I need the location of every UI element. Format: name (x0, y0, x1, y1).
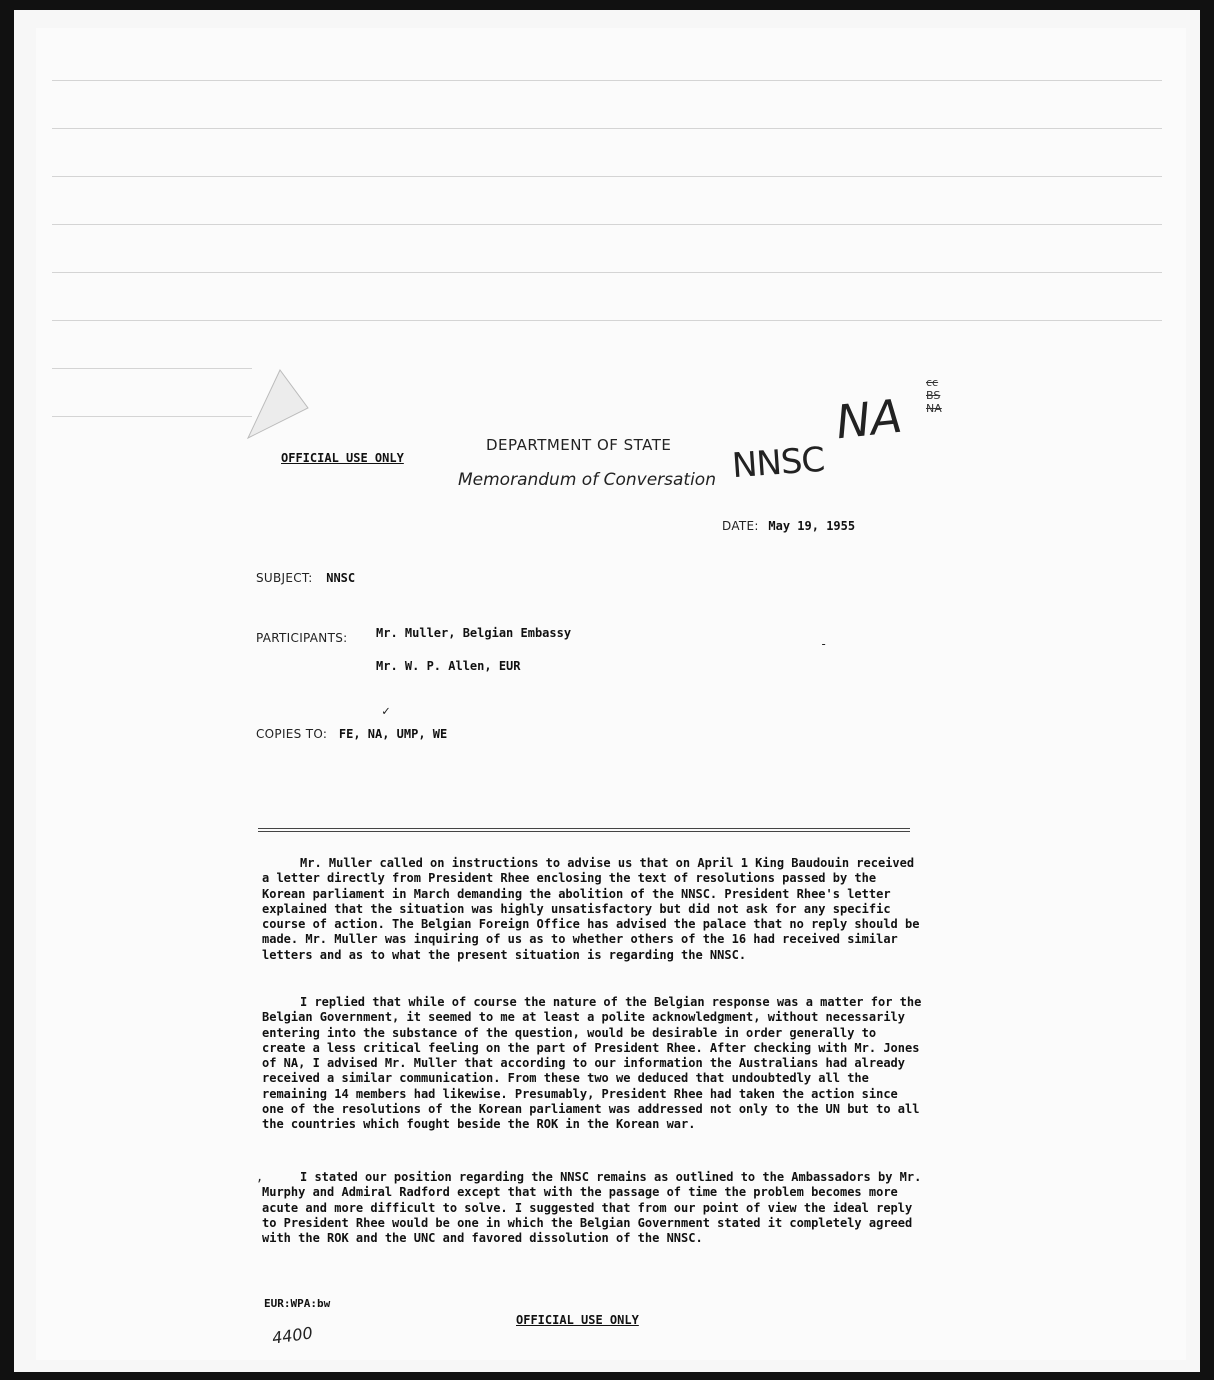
body-paragraph-1 (262, 856, 922, 963)
paragraph-text: Mr. Muller called on instructions to advise us that on April 1 King Baudouin received a letter directly from President Rhee enclosing the text of resolutions passed by the Korean parliament in March demanding the abolition of the NNSC. President Rhee's letter explained that the situation was highly unsatisfactory but did not ask for any specific course of action. The Belgian Foreign Office has advised the palace that no reply should be made. Mr. Muller was inquiring of us as to whether others of the 16 had received similar letters and as to what the present situation is regarding the NNSC. (262, 856, 920, 962)
copies-label: COPIES TO: (256, 727, 328, 741)
ruled-line (52, 320, 1162, 321)
copies-value: FE, NA, UMP, WE (338, 727, 448, 741)
classification-stamp-bottom: OFFICIAL USE ONLY (516, 1313, 639, 1327)
classification-stamp-top: OFFICIAL USE ONLY (281, 451, 404, 465)
handwritten-number-annotation: 4400 (270, 1323, 314, 1348)
folded-corner (240, 368, 310, 458)
handwritten-nnsc-annotation: NNSC (730, 439, 826, 487)
handwritten-struck-annotation: cc BS NA (926, 376, 942, 415)
divider-rule (258, 828, 910, 829)
ruled-line (52, 416, 252, 417)
stray-mark: , (256, 1170, 264, 1184)
ruled-line (52, 128, 1162, 129)
ruled-line (52, 272, 1162, 273)
ruled-line (52, 224, 1162, 225)
checkmark-icon: ✓ (382, 704, 390, 719)
participants-label: PARTICIPANTS: (256, 631, 348, 645)
subject-label: SUBJECT: (256, 571, 313, 585)
participant-1: Mr. Muller, Belgian Embassy (376, 626, 572, 640)
handwritten-na-annotation: NA (833, 388, 905, 450)
memo-type-heading: Memorandum of Conversation (458, 470, 716, 490)
subject-row (256, 567, 355, 586)
drafter-code: EUR:WPA:bw (264, 1297, 331, 1310)
paragraph-text: I stated our position regarding the NNSC remains as outlined to the Ambassadors by Mr. Murphy and Admiral Radford except that with the passage of time the problem becomes more acute and more difficult to solve. I suggested that from our point of view the ideal reply to President Rhee would be one in which the Belgian Government stated it completely agreed with the ROK and the UNC and favored dissolution of the NNSC. (262, 1170, 922, 1246)
date-label: DATE: (722, 519, 759, 533)
divider-rule (258, 831, 910, 832)
body-paragraph-2 (262, 995, 922, 1133)
body-paragraph-3 (262, 1170, 922, 1246)
ruled-line (52, 368, 252, 369)
ruled-line (52, 176, 1162, 177)
copies-row (256, 723, 447, 742)
participant-2: Mr. W. P. Allen, EUR (376, 659, 521, 673)
ruled-line (52, 80, 1162, 81)
paragraph-text: I replied that while of course the nature of the Belgian response was a matter for the Belgian Government, it seemed to me at least a polite acknowledgment, without necessarily entering into the substance of the question, would be desirable in order generally to create a less critical feeling on the part of President Rhee. After checking with Mr. Jones of NA, I advised Mr. Muller that according to our information the Australians had already received a similar communication. From these two we deduced that undoubtedly all the remaining 14 members had likewise. Presumably, President Rhee had taken the action since one of the resolutions of the Korean parliament was addressed not only to the UN but to all the countries which fought beside the ROK in the Korean war. (262, 995, 922, 1132)
participants-row (256, 627, 347, 646)
stray-mark: - (820, 637, 828, 651)
date-value: May 19, 1955 (768, 519, 856, 533)
date-row (722, 515, 855, 534)
department-heading: DEPARTMENT OF STATE (486, 436, 672, 454)
document-page (36, 28, 1186, 1360)
subject-value: NNSC (326, 571, 356, 585)
